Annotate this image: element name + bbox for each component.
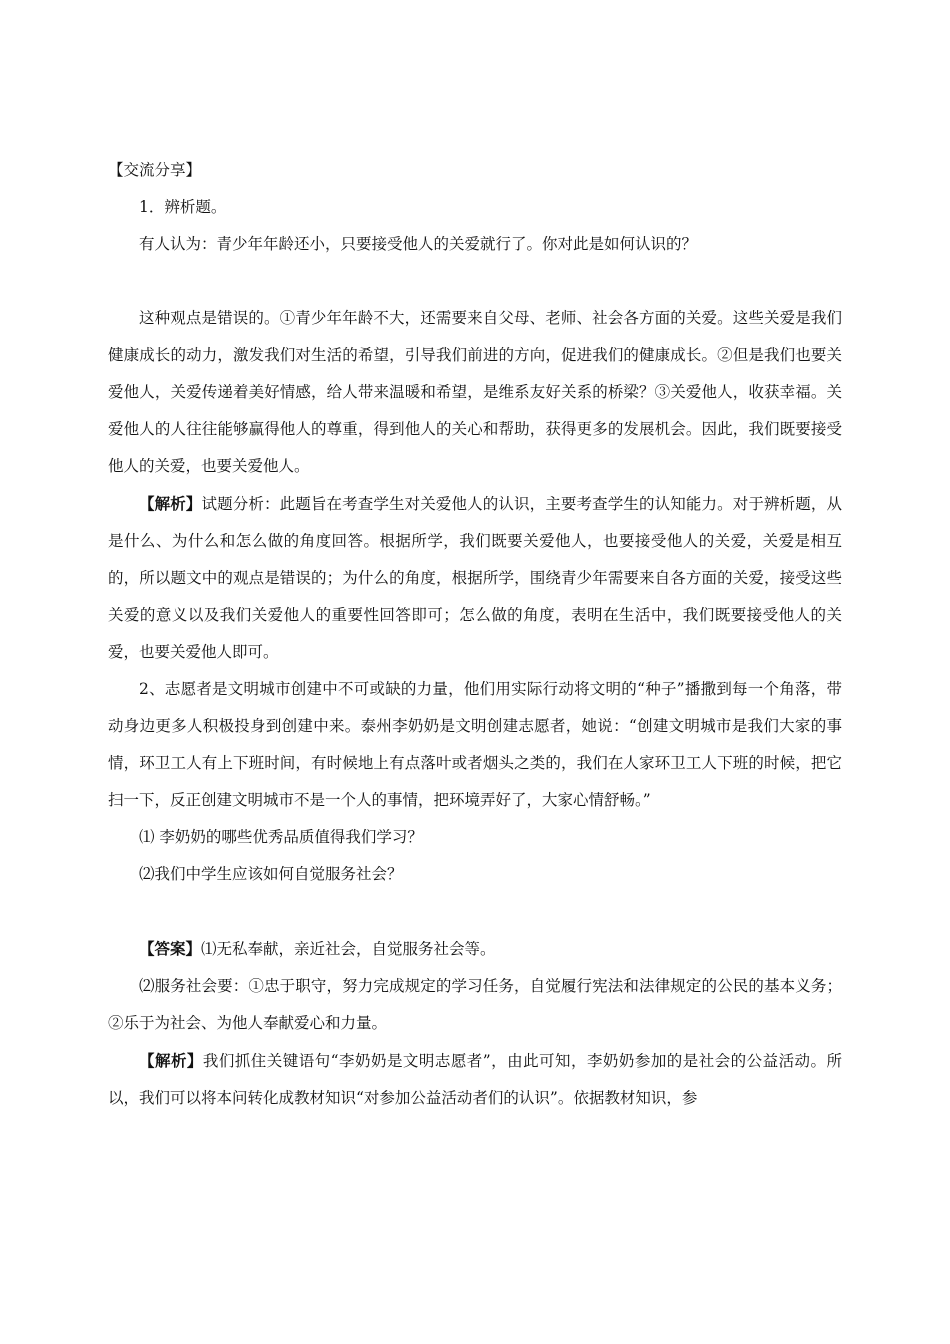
question-2-analysis-tag: 【解析】 bbox=[139, 1051, 203, 1070]
document-body bbox=[108, 152, 842, 1117]
question-2-sub-2-text: ⑵我们中学生应该如何自觉服务社会？ bbox=[139, 865, 403, 883]
question-1-label bbox=[108, 189, 842, 226]
question-1-analysis-text: 试题分析：此题旨在考查学生对关爱他人的认识，主要考查学生的认知能力。对于辨析题，从是什么、为什么和怎么做的角度回答。根据所学，我们既要关爱他人，也要接受他人的关爱，关爱是相互的，所以题文中的观点是错误的；为什么的角度，根据所学，围绕青少年需要来自各方面的关爱，接受这些关爱的意义以及我们关爱他人的重要性回答即可；怎么做的角度，表明在生活中，我们既要接受他人的关爱，也要关爱他人即可。 bbox=[108, 495, 842, 661]
question-1-analysis-tag: 【解析】 bbox=[139, 494, 202, 513]
question-2-answer-1 bbox=[108, 930, 842, 968]
question-1-answer-text: 这种观点是错误的。①青少年年龄不大，还需要来自父母、老师、社会各方面的关爱。这些关爱是我们健康成长的动力，激发我们对生活的希望，引导我们前进的方向，促进我们的健康成长。②但是我们也要关爱他人，关爱传递着美好情感，给人带来温暖和希望，是维系友好关系的桥梁？③关爱他人，收获幸福。关爱他人的人往往能够赢得他人的尊重，得到他人的关心和帮助，获得更多的发展机会。因此，我们既要接受他人的关爱，也要关爱他人。 bbox=[108, 309, 842, 475]
question-2-sub-2 bbox=[108, 856, 842, 893]
question-2-answer-2-text: ⑵服务社会要：①忠于职守，努力完成规定的学习任务，自觉履行宪法和法律规定的公民的基本义务；②乐于为社会、为他人奉献爱心和力量。 bbox=[108, 977, 842, 1032]
question-1-prompt-text: 有人认为：青少年年龄还小，只要接受他人的关爱就行了。你对此是如何认识的？ bbox=[139, 235, 698, 253]
question-1-prompt bbox=[108, 226, 842, 263]
question-2-answer-2 bbox=[108, 968, 842, 1042]
question-2-answer-tag: 【答案】 bbox=[139, 939, 202, 958]
question-2-stem bbox=[108, 671, 842, 819]
question-2-answer-1-text: ⑴无私奉献，亲近社会，自觉服务社会等。 bbox=[201, 940, 496, 958]
question-2-analysis bbox=[108, 1042, 842, 1117]
question-1-answer bbox=[108, 300, 842, 485]
question-2-sub-1 bbox=[108, 819, 842, 856]
question-1-analysis bbox=[108, 485, 842, 671]
section-heading bbox=[108, 152, 842, 189]
question-2-stem-text: 2、志愿者是文明城市创建中不可或缺的力量，他们用实际行动将文明的“种子”播撒到每一个角落，带动身边更多人积极投身到创建中来。泰州李奶奶是文明创建志愿者，她说：“创建文明城市是我们大家的事情，环卫工人有上下班时间，有时候地上有点落叶或者烟头之类的，我们在人家环卫工人下班的时候，把它扫一下，反正创建文明城市不是一个人的事情，把环境弄好了，大家心情舒畅。” bbox=[108, 680, 842, 809]
question-1-label-text: 1．辨析题。 bbox=[139, 198, 227, 216]
question-2-sub-1-text: ⑴ 李奶奶的哪些优秀品质值得我们学习？ bbox=[139, 828, 423, 846]
section-heading-text: 【交流分享】 bbox=[108, 161, 202, 179]
question-2-analysis-text: 我们抓住关键语句“李奶奶是文明志愿者”，由此可知，李奶奶参加的是社会的公益活动。所以，我们可以将本问转化成教材知识“对参加公益活动者们的认识”。依据教材知识，参 bbox=[108, 1052, 842, 1107]
